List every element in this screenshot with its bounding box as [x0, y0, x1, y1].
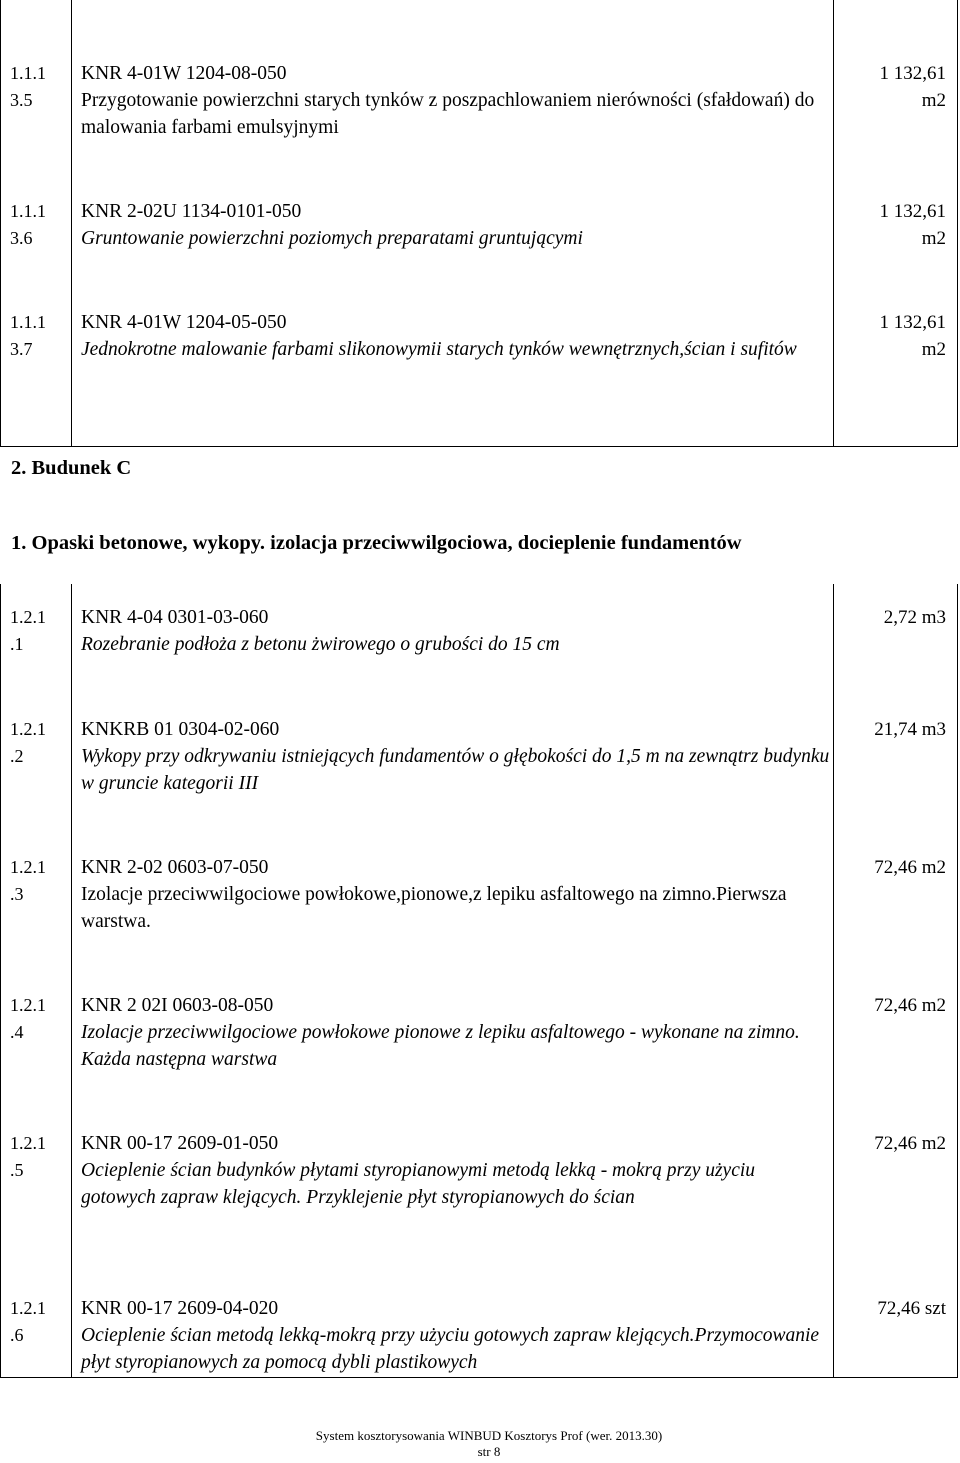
- item-name: Izolacje przeciwwilgociowe powłokowe pionowe z lepiku asfaltowego - wykonane na zimno. Każda następna warstwa: [81, 1022, 800, 1070]
- page-footer: [0, 1428, 960, 1460]
- item-code: KNR 4-04 0301-03-060: [81, 607, 269, 628]
- item-code: KNR 4-01W 1204-05-050: [81, 312, 287, 333]
- item-code: KNR 2-02 0603-07-050: [81, 857, 269, 878]
- item-quantity: 2,72 m3: [883, 607, 946, 628]
- item-name: Izolacje przeciwwilgociowe powłokowe,pionowe,z lepiku asfaltowego na zimno.Pierwsza warstwa.: [81, 884, 787, 932]
- item-number: 1.1.1 3.6: [10, 201, 46, 248]
- item-description: [81, 604, 831, 658]
- item-name: Ocieplenie ścian metodą lekką-mokrą przy użyciu gotowych zapraw klejących.Przymocowanie płyt styropianowych za pomocą dybli plastikowych: [81, 1325, 820, 1373]
- item-quantity: 1 132,61 m2: [879, 312, 946, 360]
- item-number: 1.2.1 .3: [10, 857, 46, 904]
- table-border-right-top: [957, 0, 958, 446]
- building-heading: 2. Budunek C: [11, 457, 132, 479]
- item-description: [81, 309, 831, 363]
- column-divider-quantity-bottom: [833, 584, 834, 1378]
- item-quantity: 1 132,61 m2: [879, 201, 946, 249]
- item-number: 1.1.1 3.5: [10, 63, 46, 110]
- item-number: 1.2.1 .5: [10, 1133, 46, 1180]
- column-divider-number-top: [71, 0, 72, 446]
- table-border-right-bottom: [957, 584, 958, 1378]
- software-credit: System kosztorysowania WINBUD Kosztorys Prof (wer. 2013.30): [315, 1428, 663, 1443]
- item-code: KNR 2-02U 1134-0101-050: [81, 201, 302, 222]
- table-border-left-top: [0, 0, 1, 446]
- item-number: 1.2.1 .4: [10, 995, 46, 1042]
- item-code: KNR 2 02I 0603-08-050: [81, 995, 274, 1016]
- item-description: [81, 1295, 831, 1376]
- item-code: KNR 00-17 2609-01-050: [81, 1133, 279, 1154]
- item-number: 1.2.1 .1: [10, 607, 46, 654]
- item-quantity: 72,46 m2: [874, 995, 946, 1016]
- item-code: KNR 00-17 2609-04-020: [81, 1298, 279, 1319]
- item-name: Gruntowanie powierzchni poziomych preparatami gruntującymi: [81, 228, 583, 249]
- item-quantity: 1 132,61 m2: [879, 63, 946, 111]
- item-name: Rozebranie podłoża z betonu żwirowego o grubości do 15 cm: [81, 634, 560, 655]
- section-heading: 1. Opaski betonowe, wykopy. izolacja przeciwwilgociowa, docieplenie fundamentów: [11, 532, 742, 554]
- item-code: KNR 4-01W 1204-08-050: [81, 63, 287, 84]
- item-quantity: 21,74 m3: [874, 719, 946, 740]
- item-name: Wykopy przy odkrywaniu istniejących fundamentów o głębokości do 1,5 m na zewnątrz budynku w gruncie kategorii III: [81, 746, 830, 794]
- item-number: 1.1.1 3.7: [10, 312, 46, 359]
- item-description: [81, 992, 831, 1073]
- table-border-bottom-bottom: [0, 1377, 958, 1378]
- item-code: KNKRB 01 0304-02-060: [81, 719, 280, 740]
- item-description: [81, 60, 831, 141]
- item-description: [81, 198, 831, 252]
- item-description: [81, 716, 831, 797]
- column-divider-number-bottom: [71, 584, 72, 1378]
- item-quantity: 72,46 m2: [874, 857, 946, 878]
- item-description: [81, 1130, 831, 1211]
- item-description: [81, 854, 831, 935]
- item-number: 1.2.1 .2: [10, 719, 46, 766]
- item-name: Ocieplenie ścian budynków płytami styropianowymi metodą lekką - mokrą przy użyciu gotowych zapraw klejących. Przyklejenie płyt styropianowych do ścian: [81, 1160, 756, 1208]
- table-border-left-bottom: [0, 584, 1, 1378]
- table-border-bottom-top: [0, 446, 958, 447]
- item-name: Przygotowanie powierzchni starych tynków z poszpachlowaniem nierówności (sfałdowań) do malowania farbami emulsyjnymi: [81, 90, 815, 138]
- page-number: str 8: [477, 1444, 501, 1459]
- item-quantity: 72,46 szt: [877, 1298, 946, 1319]
- item-number: 1.2.1 .6: [10, 1298, 46, 1345]
- item-quantity: 72,46 m2: [874, 1133, 946, 1154]
- item-name: Jednokrotne malowanie farbami slikonowymii starych tynków wewnętrznych,ścian i sufitów: [81, 339, 797, 360]
